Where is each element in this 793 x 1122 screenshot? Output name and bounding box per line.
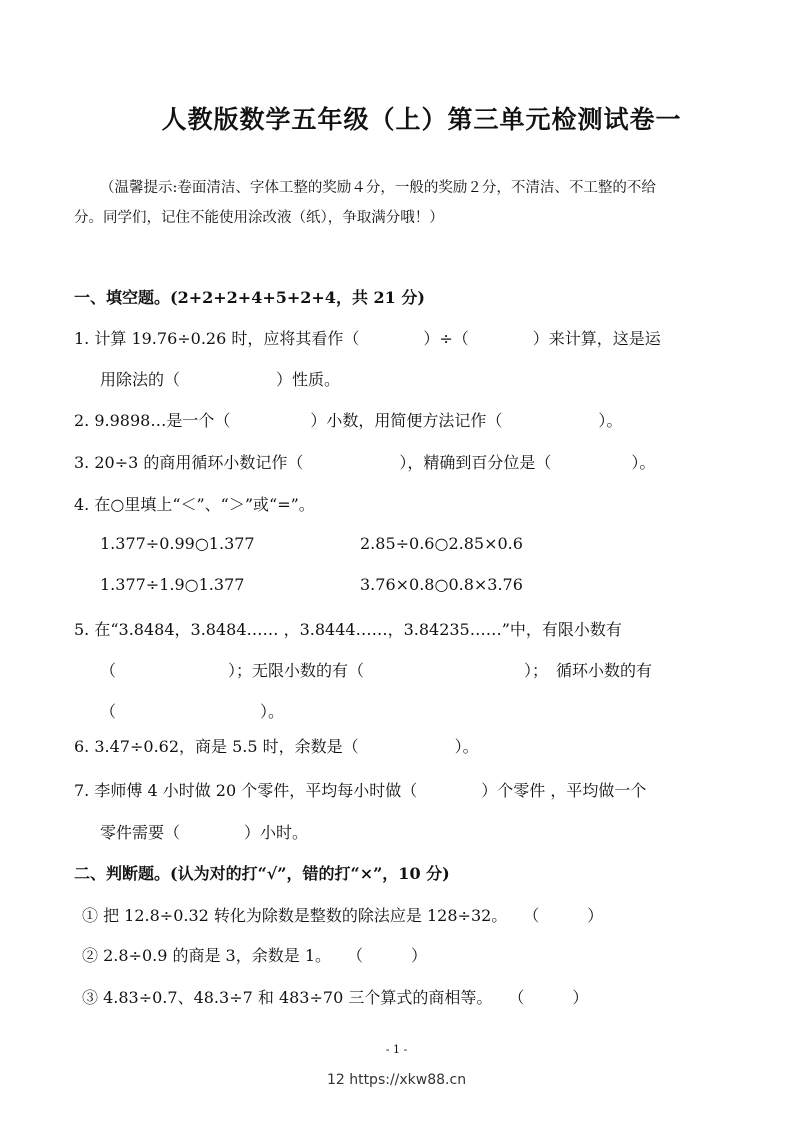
question-4-line-1: 4. 在○里填上“＜”、“＞”或“=”。 xyxy=(74,495,315,514)
judgement-item-2: ② 2.8÷0.9 的商是 3，余数是 1。 （ ） xyxy=(82,946,428,965)
question-1-line-1: 1. 计算 19.76÷0.26 时，应将其看作（ ）÷（ ）来计算，这是运 xyxy=(74,329,661,348)
question-3: 3. 20÷3 的商用循环小数记作（ ），精确到百分位是（ ）。 xyxy=(74,453,656,472)
question-4-item-d: 3.76×0.8○0.8×3.76 xyxy=(360,575,523,594)
section-1-heading: 一、填空题。(2+2+2+4+5+2+4，共 21 分) xyxy=(74,288,425,307)
question-4-item-b: 2.85÷0.6○2.85×0.6 xyxy=(360,534,523,553)
question-4-item-a: 1.377÷0.99○1.377 xyxy=(100,534,255,553)
question-4-item-c: 1.377÷1.9○1.377 xyxy=(100,575,245,594)
question-7-line-2: 零件需要（ ）小时。 xyxy=(100,823,309,842)
watermark-link[interactable]: 12 https://xkw88.cn xyxy=(326,1072,467,1088)
question-1-line-2: 用除法的（ ）性质。 xyxy=(100,370,341,389)
judgement-item-3: ③ 4.83÷0.7、48.3÷7 和 483÷70 三个算式的商相等。 （ ） xyxy=(82,988,589,1007)
note-line-1: （温馨提示:卷面清洁、字体工整的奖励４分，一般的奖励２分，不清洁、不工整的不给 xyxy=(100,180,656,196)
section-2-heading: 二、判断题。(认为对的打“√”，错的打“×”，10 分) xyxy=(74,864,450,883)
question-6: 6. 3.47÷0.62，商是 5.5 时，余数是（ ）。 xyxy=(74,737,479,756)
judgement-item-1: ① 把 12.8÷0.32 转化为除数是整数的除法应是 128÷32。 （ ） xyxy=(82,906,604,925)
page-number: - 1 - xyxy=(385,1043,408,1056)
note-line-2: 分。同学们，记住不能使用涂改液（纸），争取满分哦！） xyxy=(74,210,444,226)
question-5-line-1: 5. 在“3.8484，3.8484…… ，3.8444……，3.84235……”中，有限小数有 xyxy=(74,620,622,639)
page-title: 人教版数学五年级（上）第三单元检测试卷一 xyxy=(161,105,682,134)
question-5-line-2: （ ）；无限小数的有（ ）； 循环小数的有 xyxy=(100,661,653,680)
question-2: 2. 9.9898…是一个（ ）小数，用简便方法记作（ ）。 xyxy=(74,411,623,430)
question-7-line-1: 7. 李师傅 4 小时做 20 个零件，平均每小时做（ ）个零件 ，平均做一个 xyxy=(74,781,647,800)
question-5-line-3: （ ）。 xyxy=(100,702,285,721)
